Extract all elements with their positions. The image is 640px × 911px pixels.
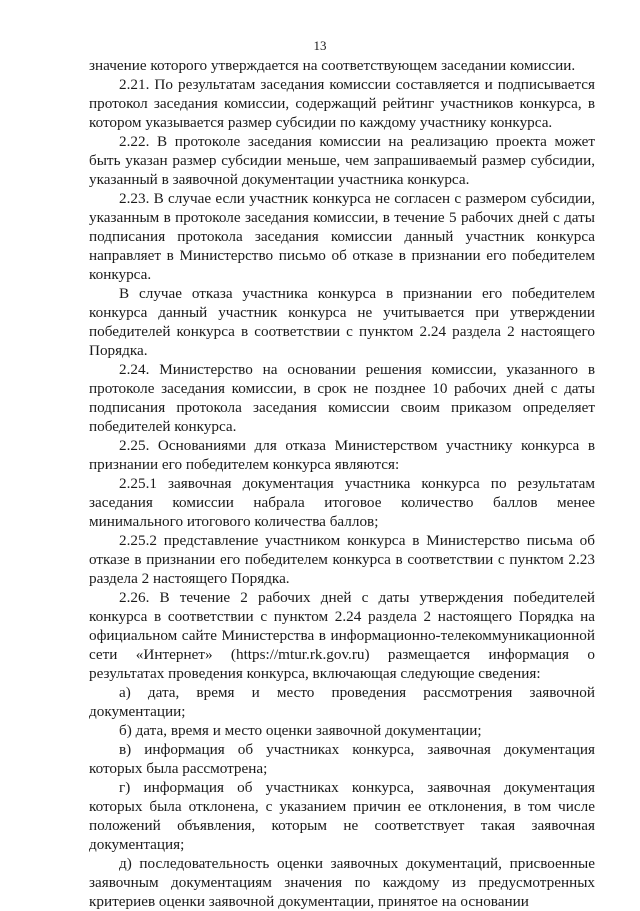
page-number: 13: [313, 38, 327, 53]
paragraph-2-25-2: 2.25.2 представление участником конкурса в Министерство письма об отказе в признании его победителем конкурса в соответствии с пунктом 2.23 раздела 2 настоящего Порядка.: [89, 532, 595, 587]
document-body: [89, 56, 595, 911]
list-item-v: в) информация об участниках конкурса, заявочная документация которых была рассмотрена;: [89, 741, 595, 777]
paragraph-2-25-1: 2.25.1 заявочная документация участника конкурса по результатам заседания комиссии набрала итоговое количество баллов менее минимального итогового количества баллов;: [89, 475, 595, 530]
list-item-a: а) дата, время и место проведения рассмотрения заявочной документации;: [89, 684, 595, 720]
paragraph-2-22: 2.22. В протоколе заседания комиссии на реализацию проекта может быть указан размер субсидии меньше, чем запрашиваемый размер субсидии, указанный в заявочной документации участника конкурса.: [89, 133, 595, 188]
paragraph-continuation: значение которого утверждается на соответствующем заседании комиссии.: [89, 57, 576, 74]
list-item-d: д) последовательность оценки заявочных документаций, присвоенные заявочным документациям значения по каждому из предусмотренных критериев оценки заявочной документации, принятое на основании: [89, 855, 595, 910]
paragraph-2-23: 2.23. В случае если участник конкурса не согласен с размером субсидии, указанным в протоколе заседания комиссии, в течение 5 рабочих дней с даты подписания протокола заседания комиссии данный участник конкурса направляет в Министерство письмо об отказе в признании его победителем конкурса.: [89, 190, 595, 283]
paragraph-2-21: 2.21. По результатам заседания комиссии составляется и подписывается протокол заседания комиссии, содержащий рейтинг участников конкурса, в котором указывается размер субсидии по каждому участнику конкурса.: [89, 76, 595, 131]
paragraph-2-25: 2.25. Основаниями для отказа Министерством участнику конкурса в признании его победителем конкурса являются:: [89, 437, 595, 473]
list-item-g: г) информация об участниках конкурса, заявочная документация которых была отклонена, с указанием причин ее отклонения, в том числе положений объявления, которым не соответствует такая заявочная документация;: [89, 779, 595, 853]
paragraph-2-24: 2.24. Министерство на основании решения комиссии, указанного в протоколе заседания комиссии, в срок не позднее 10 рабочих дней с даты подписания протокола заседания комиссии своим приказом определяет победителей конкурса.: [89, 361, 595, 435]
list-item-b: б) дата, время и место оценки заявочной документации;: [119, 722, 482, 739]
paragraph-2-26: 2.26. В течение 2 рабочих дней с даты утверждения победителей конкурса в соответствии с пунктом 2.24 раздела 2 настоящего Порядка на официальном сайте Министерства в информационно-телекоммуникационной сети «Интернет» (https://mtur.rk.gov.ru) размещается информация о результатах проведения конкурса, включающая следующие сведения:: [89, 589, 595, 682]
paragraph-2-23-refusal: В случае отказа участника конкурса в признании его победителем конкурса данный участник конкурса не учитывается при утверждении победителей конкурса в соответствии с пунктом 2.24 раздела 2 настоящего Порядка.: [89, 285, 595, 359]
